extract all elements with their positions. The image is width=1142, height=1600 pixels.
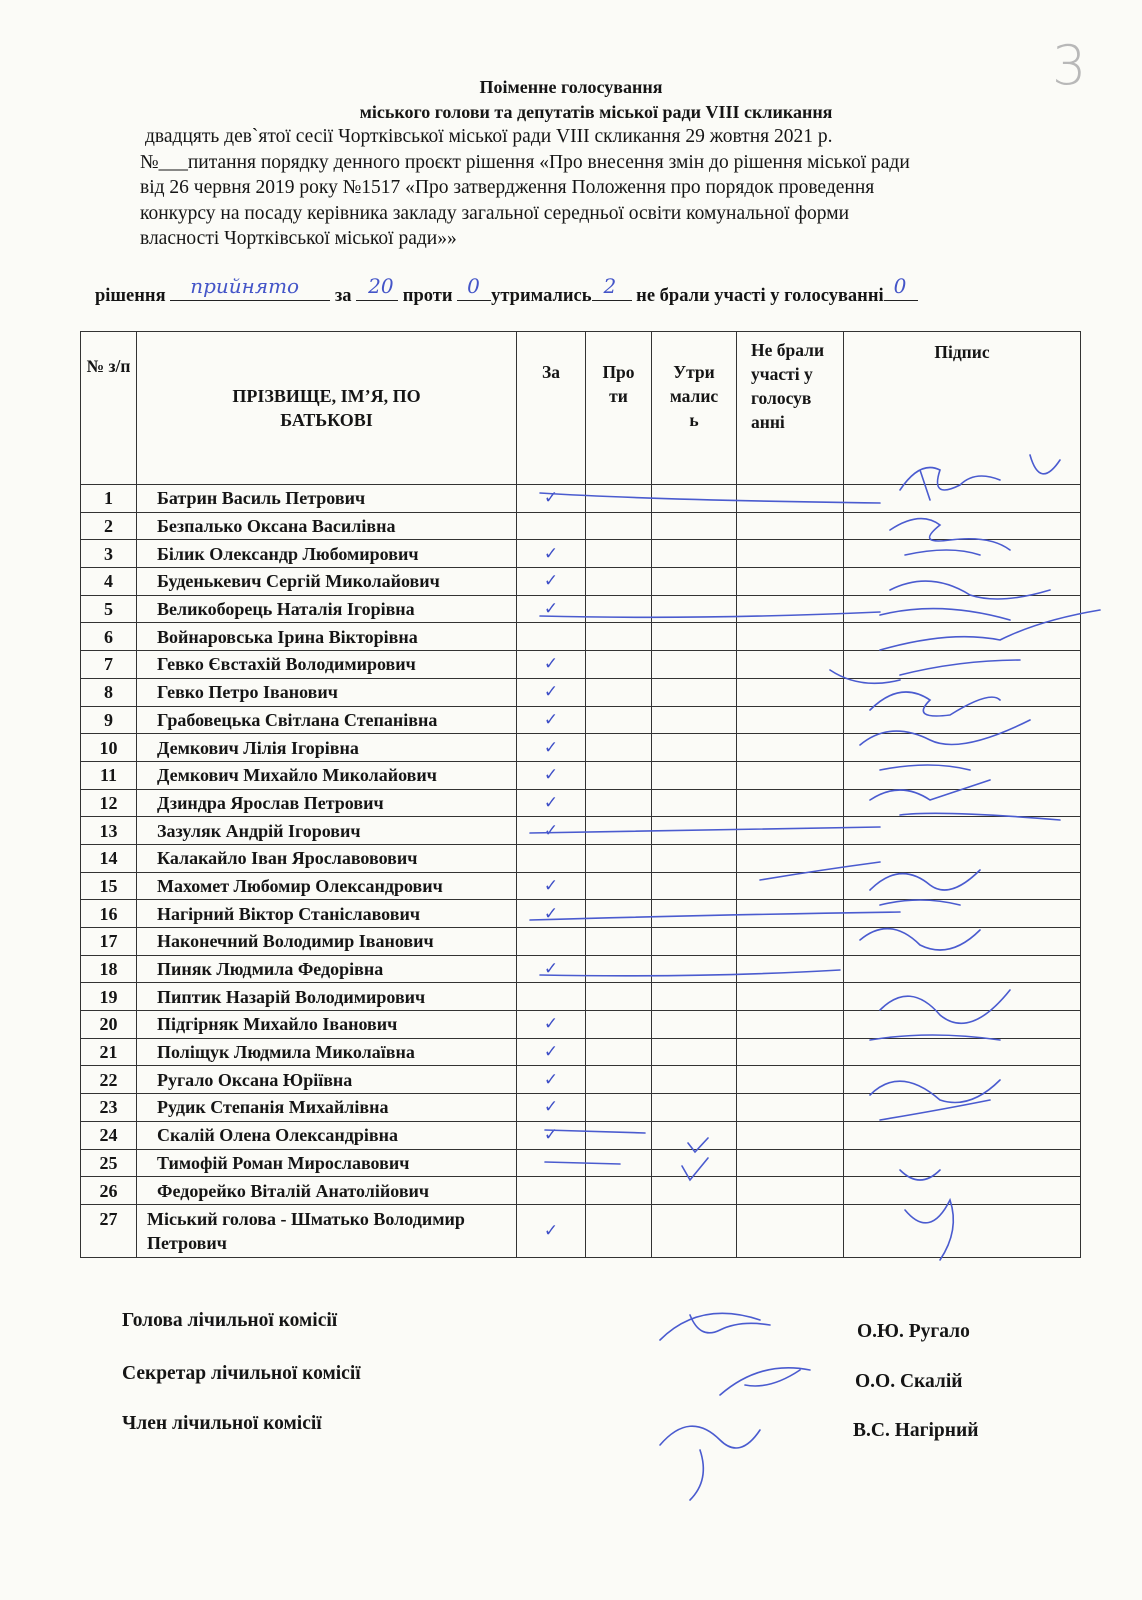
deputy-name: Дзиндра Ярослав Петрович — [137, 789, 517, 817]
row-number: 3 — [81, 540, 137, 568]
cell-not-voting — [737, 1204, 844, 1257]
cell-abstained — [652, 1177, 737, 1205]
table-row — [81, 595, 1081, 623]
table-row — [81, 928, 1081, 956]
not-voting-field — [884, 274, 918, 301]
cell-for — [517, 1121, 586, 1149]
deputy-name: Білик Олександр Любомирович — [137, 540, 517, 568]
cell-abstained — [652, 983, 737, 1011]
deputy-name: Великоборець Наталія Ігорівна — [137, 595, 517, 623]
check-mark-icon: ✓ — [543, 903, 559, 924]
cell-not-voting — [737, 734, 844, 762]
cell-abstained — [652, 678, 737, 706]
abstained-field — [592, 274, 632, 301]
cell-against — [586, 1066, 652, 1094]
abstained-value: 2 — [603, 274, 617, 298]
member-name: В.С. Нагірний — [853, 1420, 979, 1441]
table-row — [81, 1149, 1081, 1177]
chair-signature — [660, 1313, 770, 1340]
deputy-name: Войнаровська Ірина Вікторівна — [137, 623, 517, 651]
cell-against — [586, 844, 652, 872]
cell-signature — [844, 623, 1081, 651]
session-description — [140, 124, 1095, 252]
cell-signature — [844, 1204, 1081, 1257]
cell-not-voting — [737, 1038, 844, 1066]
cell-signature — [844, 1011, 1081, 1039]
cell-for — [517, 1038, 586, 1066]
row-number: 22 — [81, 1066, 137, 1094]
row-number: 10 — [81, 734, 137, 762]
cell-for — [517, 1011, 586, 1039]
decision-label: рішення — [95, 286, 166, 306]
cell-signature — [844, 651, 1081, 679]
decision-summary — [95, 274, 1105, 307]
table-row — [81, 651, 1081, 679]
check-mark-icon: ✓ — [543, 709, 559, 730]
deputy-name: Грабовецька Світлана Степанівна — [137, 706, 517, 734]
cell-against — [586, 485, 652, 513]
cell-signature — [844, 844, 1081, 872]
check-mark-icon: ✓ — [543, 1125, 559, 1146]
decision-field — [170, 274, 330, 301]
cell-not-voting — [737, 844, 844, 872]
deputy-name: Скалій Олена Олександрівна — [137, 1121, 517, 1149]
cell-signature — [844, 817, 1081, 845]
cell-not-voting — [737, 595, 844, 623]
cell-signature — [844, 1177, 1081, 1205]
row-number: 26 — [81, 1177, 137, 1205]
check-mark-icon: ✓ — [543, 654, 559, 675]
cell-signature — [844, 1038, 1081, 1066]
cell-for — [517, 734, 586, 762]
cell-against — [586, 706, 652, 734]
intro-line: від 26 червня 2019 року №1517 «Про затвердження Положення про порядок проведення — [140, 177, 875, 198]
cell-against — [586, 928, 652, 956]
cell-not-voting — [737, 706, 844, 734]
row-number: 4 — [81, 568, 137, 596]
header-name: ПРІЗВИЩЕ, ІМ’Я, ПО БАТЬКОВІ — [137, 332, 517, 485]
deputy-name: Зазуляк Андрій Ігорович — [137, 817, 517, 845]
roll-call-table — [80, 331, 1081, 1258]
member-label: Член лічильної комісії — [122, 1413, 322, 1434]
cell-signature — [844, 789, 1081, 817]
cell-abstained — [652, 872, 737, 900]
cell-abstained — [652, 1038, 737, 1066]
cell-not-voting — [737, 928, 844, 956]
cell-not-voting — [737, 900, 844, 928]
cell-for — [517, 595, 586, 623]
chair-label: Голова лічильної комісії — [122, 1310, 338, 1331]
deputy-name: Калакайло Іван Ярославовович — [137, 844, 517, 872]
cell-abstained — [652, 761, 737, 789]
check-mark-icon: ✓ — [543, 765, 559, 786]
cell-signature — [844, 512, 1081, 540]
row-number: 1 — [81, 485, 137, 513]
deputy-name: Гевко Євстахій Володимирович — [137, 651, 517, 679]
check-mark-icon: ✓ — [543, 875, 559, 896]
row-number: 20 — [81, 1011, 137, 1039]
cell-signature — [844, 734, 1081, 762]
cell-against — [586, 983, 652, 1011]
cell-not-voting — [737, 1177, 844, 1205]
check-mark-icon: ✓ — [543, 543, 559, 564]
cell-signature — [844, 761, 1081, 789]
cell-signature — [844, 1094, 1081, 1122]
row-number: 13 — [81, 817, 137, 845]
cell-not-voting — [737, 817, 844, 845]
table-row — [81, 1038, 1081, 1066]
table-row — [81, 955, 1081, 983]
deputy-name: Батрин Василь Петрович — [137, 485, 517, 513]
check-mark-icon: ✓ — [543, 1069, 559, 1090]
cell-against — [586, 789, 652, 817]
not-voting-label: не брали участі у голосуванні — [636, 286, 884, 306]
abstained-label: утримались — [491, 286, 592, 306]
table-row — [81, 1011, 1081, 1039]
row-number: 25 — [81, 1149, 137, 1177]
cell-for — [517, 651, 586, 679]
deputy-name: Ругало Оксана Юріївна — [137, 1066, 517, 1094]
cell-signature — [844, 900, 1081, 928]
cell-signature — [844, 928, 1081, 956]
row-number: 12 — [81, 789, 137, 817]
cell-for — [517, 789, 586, 817]
cell-against — [586, 512, 652, 540]
cell-abstained — [652, 706, 737, 734]
cell-abstained — [652, 1066, 737, 1094]
for-value: 20 — [368, 274, 394, 298]
table-row — [81, 706, 1081, 734]
for-field — [356, 274, 398, 301]
table-row — [81, 568, 1081, 596]
cell-abstained — [652, 540, 737, 568]
cell-against — [586, 651, 652, 679]
cell-not-voting — [737, 761, 844, 789]
check-mark-icon: ✓ — [543, 1097, 559, 1118]
cell-against — [586, 1204, 652, 1257]
header-against: Про ти — [586, 332, 652, 485]
check-mark-icon: ✓ — [543, 820, 559, 841]
table-row — [81, 1066, 1081, 1094]
cell-abstained — [652, 512, 737, 540]
for-label: за — [334, 286, 352, 306]
table-row — [81, 872, 1081, 900]
cell-not-voting — [737, 540, 844, 568]
table-header-row — [81, 332, 1081, 485]
intro-line: конкурсу на посаду керівника закладу загальної середньої освіти комунальної форми — [140, 202, 850, 224]
header-not-voting: Не брали участі у голосув анні — [737, 332, 844, 485]
cell-for — [517, 1204, 586, 1257]
cell-abstained — [652, 1204, 737, 1257]
cell-signature — [844, 983, 1081, 1011]
not-voting-value: 0 — [893, 274, 907, 298]
cell-signature — [844, 872, 1081, 900]
cell-for — [517, 817, 586, 845]
table-row — [81, 540, 1081, 568]
against-label: проти — [402, 286, 453, 306]
cell-signature — [844, 678, 1081, 706]
cell-not-voting — [737, 1149, 844, 1177]
row-number: 27 — [81, 1204, 137, 1257]
cell-for — [517, 844, 586, 872]
row-number: 2 — [81, 512, 137, 540]
table-row — [81, 1177, 1081, 1205]
row-number: 14 — [81, 844, 137, 872]
row-number: 15 — [81, 872, 137, 900]
cell-abstained — [652, 817, 737, 845]
cell-abstained — [652, 789, 737, 817]
decision-value: прийнято — [190, 274, 300, 298]
cell-against — [586, 872, 652, 900]
table-row — [81, 817, 1081, 845]
cell-not-voting — [737, 512, 844, 540]
cell-for — [517, 568, 586, 596]
cell-abstained — [652, 734, 737, 762]
cell-signature — [844, 540, 1081, 568]
secretary-signature — [720, 1368, 810, 1395]
cell-against — [586, 817, 652, 845]
deputy-name: Безпалько Оксана Василівна — [137, 512, 517, 540]
cell-not-voting — [737, 789, 844, 817]
deputy-name: Демкович Михайло Миколайович — [137, 761, 517, 789]
table-row — [81, 485, 1081, 513]
check-mark-icon: ✓ — [543, 959, 559, 980]
table-row — [81, 678, 1081, 706]
table-row — [81, 844, 1081, 872]
deputy-name: Міський голова - Шматько Володимир Петрович — [137, 1204, 517, 1257]
check-mark-icon: ✓ — [543, 1220, 559, 1241]
cell-abstained — [652, 568, 737, 596]
cell-against — [586, 540, 652, 568]
table-row — [81, 623, 1081, 651]
row-number: 17 — [81, 928, 137, 956]
table-row — [81, 900, 1081, 928]
cell-against — [586, 623, 652, 651]
check-mark-icon: ✓ — [543, 792, 559, 813]
header-signature: Підпис — [844, 332, 1081, 485]
cell-for — [517, 623, 586, 651]
check-mark-icon: ✓ — [543, 737, 559, 758]
row-number: 21 — [81, 1038, 137, 1066]
cell-for — [517, 1066, 586, 1094]
cell-against — [586, 1177, 652, 1205]
table-row — [81, 734, 1081, 762]
row-number: 7 — [81, 651, 137, 679]
row-number: 24 — [81, 1121, 137, 1149]
deputy-name: Пиптик Назарій Володимирович — [137, 983, 517, 1011]
table-row — [81, 789, 1081, 817]
intro-line: №___питання порядку денного проєкт рішення «Про внесення змін до рішення міської ради — [140, 151, 910, 173]
cell-against — [586, 1011, 652, 1039]
deputy-name: Поліщук Людмила Миколаївна — [137, 1038, 517, 1066]
deputy-name: Підгірняк Михайло Іванович — [137, 1011, 517, 1039]
cell-abstained — [652, 1094, 737, 1122]
intro-line: власності Чортківської міської ради»» — [140, 228, 457, 249]
cell-against — [586, 678, 652, 706]
deputy-name: Гевко Петро Іванович — [137, 678, 517, 706]
intro-line: двадцять дев`ятої сесії Чортківської міської ради VIII скликання 29 жовтня 2021 р. — [145, 126, 833, 147]
cell-for — [517, 1177, 586, 1205]
cell-abstained — [652, 651, 737, 679]
deputy-name: Наконечний Володимир Іванович — [137, 928, 517, 956]
check-mark-icon: ✓ — [543, 571, 559, 592]
table-row — [81, 1094, 1081, 1122]
member-signature — [660, 1426, 760, 1500]
cell-against — [586, 955, 652, 983]
cell-signature — [844, 955, 1081, 983]
header-abstained: Утри малис ь — [652, 332, 737, 485]
check-mark-icon: ✓ — [543, 599, 559, 620]
cell-against — [586, 1038, 652, 1066]
deputy-name: Нагірний Віктор Станіславович — [137, 900, 517, 928]
cell-abstained — [652, 485, 737, 513]
against-value: 0 — [467, 274, 480, 298]
deputy-name: Махомет Любомир Олександрович — [137, 872, 517, 900]
deputy-name: Пиняк Людмила Федорівна — [137, 955, 517, 983]
cell-not-voting — [737, 983, 844, 1011]
cell-signature — [844, 1066, 1081, 1094]
table-row — [81, 1204, 1081, 1257]
cell-abstained — [652, 955, 737, 983]
cell-signature — [844, 485, 1081, 513]
chair-name: О.Ю. Ругало — [857, 1321, 970, 1342]
cell-against — [586, 1094, 652, 1122]
cell-signature — [844, 706, 1081, 734]
cell-signature — [844, 568, 1081, 596]
cell-signature — [844, 595, 1081, 623]
check-mark-icon: ✓ — [543, 682, 559, 703]
cell-signature — [844, 1121, 1081, 1149]
row-number: 8 — [81, 678, 137, 706]
cell-for — [517, 706, 586, 734]
deputy-name: Рудик Степанія Михайлівна — [137, 1094, 517, 1122]
cell-abstained — [652, 623, 737, 651]
cell-not-voting — [737, 1121, 844, 1149]
row-number: 11 — [81, 761, 137, 789]
cell-against — [586, 761, 652, 789]
cell-not-voting — [737, 1066, 844, 1094]
cell-against — [586, 1121, 652, 1149]
cell-not-voting — [737, 678, 844, 706]
row-number: 19 — [81, 983, 137, 1011]
cell-for — [517, 1149, 586, 1177]
deputy-name: Буденькевич Сергій Миколайович — [137, 568, 517, 596]
cell-not-voting — [737, 651, 844, 679]
secretary-label: Секретар лічильної комісії — [122, 1363, 361, 1384]
document-subtitle: міського голови та депутатів міської ради VIII скликання — [359, 102, 833, 122]
secretary-name: О.О. Скалій — [855, 1371, 963, 1392]
cell-for — [517, 678, 586, 706]
cell-signature — [844, 1149, 1081, 1177]
table-row — [81, 983, 1081, 1011]
deputy-name: Федорейко Віталій Анатолійович — [137, 1177, 517, 1205]
header-for: За — [517, 332, 586, 485]
row-number: 5 — [81, 595, 137, 623]
deputy-name: Тимофій Роман Мирославович — [137, 1149, 517, 1177]
cell-not-voting — [737, 872, 844, 900]
row-number: 6 — [81, 623, 137, 651]
cell-abstained — [652, 900, 737, 928]
table-row — [81, 512, 1081, 540]
cell-abstained — [652, 928, 737, 956]
against-field — [457, 274, 491, 301]
cell-against — [586, 734, 652, 762]
cell-for — [517, 485, 586, 513]
cell-not-voting — [737, 623, 844, 651]
row-number: 18 — [81, 955, 137, 983]
cell-abstained — [652, 1149, 737, 1177]
cell-not-voting — [737, 485, 844, 513]
table-row — [81, 761, 1081, 789]
check-mark-icon: ✓ — [543, 1014, 559, 1035]
cell-not-voting — [737, 568, 844, 596]
header-number: № з/п — [81, 332, 137, 485]
cell-abstained — [652, 1121, 737, 1149]
page-number: 3 — [1052, 34, 1087, 97]
check-mark-icon: ✓ — [543, 488, 559, 509]
cell-for — [517, 512, 586, 540]
cell-not-voting — [737, 955, 844, 983]
row-number: 16 — [81, 900, 137, 928]
cell-not-voting — [737, 1094, 844, 1122]
cell-abstained — [652, 844, 737, 872]
cell-against — [586, 595, 652, 623]
cell-for — [517, 900, 586, 928]
cell-against — [586, 900, 652, 928]
document-title: Поіменне голосування — [479, 77, 663, 97]
deputy-name: Демкович Лілія Ігорівна — [137, 734, 517, 762]
cell-not-voting — [737, 1011, 844, 1039]
check-mark-icon: ✓ — [543, 1042, 559, 1063]
cell-for — [517, 928, 586, 956]
cell-for — [517, 540, 586, 568]
cell-abstained — [652, 1011, 737, 1039]
cell-for — [517, 955, 586, 983]
table-row — [81, 1121, 1081, 1149]
row-number: 23 — [81, 1094, 137, 1122]
cell-for — [517, 872, 586, 900]
cell-for — [517, 1094, 586, 1122]
cell-for — [517, 983, 586, 1011]
cell-abstained — [652, 595, 737, 623]
cell-against — [586, 568, 652, 596]
row-number: 9 — [81, 706, 137, 734]
cell-against — [586, 1149, 652, 1177]
cell-for — [517, 761, 586, 789]
